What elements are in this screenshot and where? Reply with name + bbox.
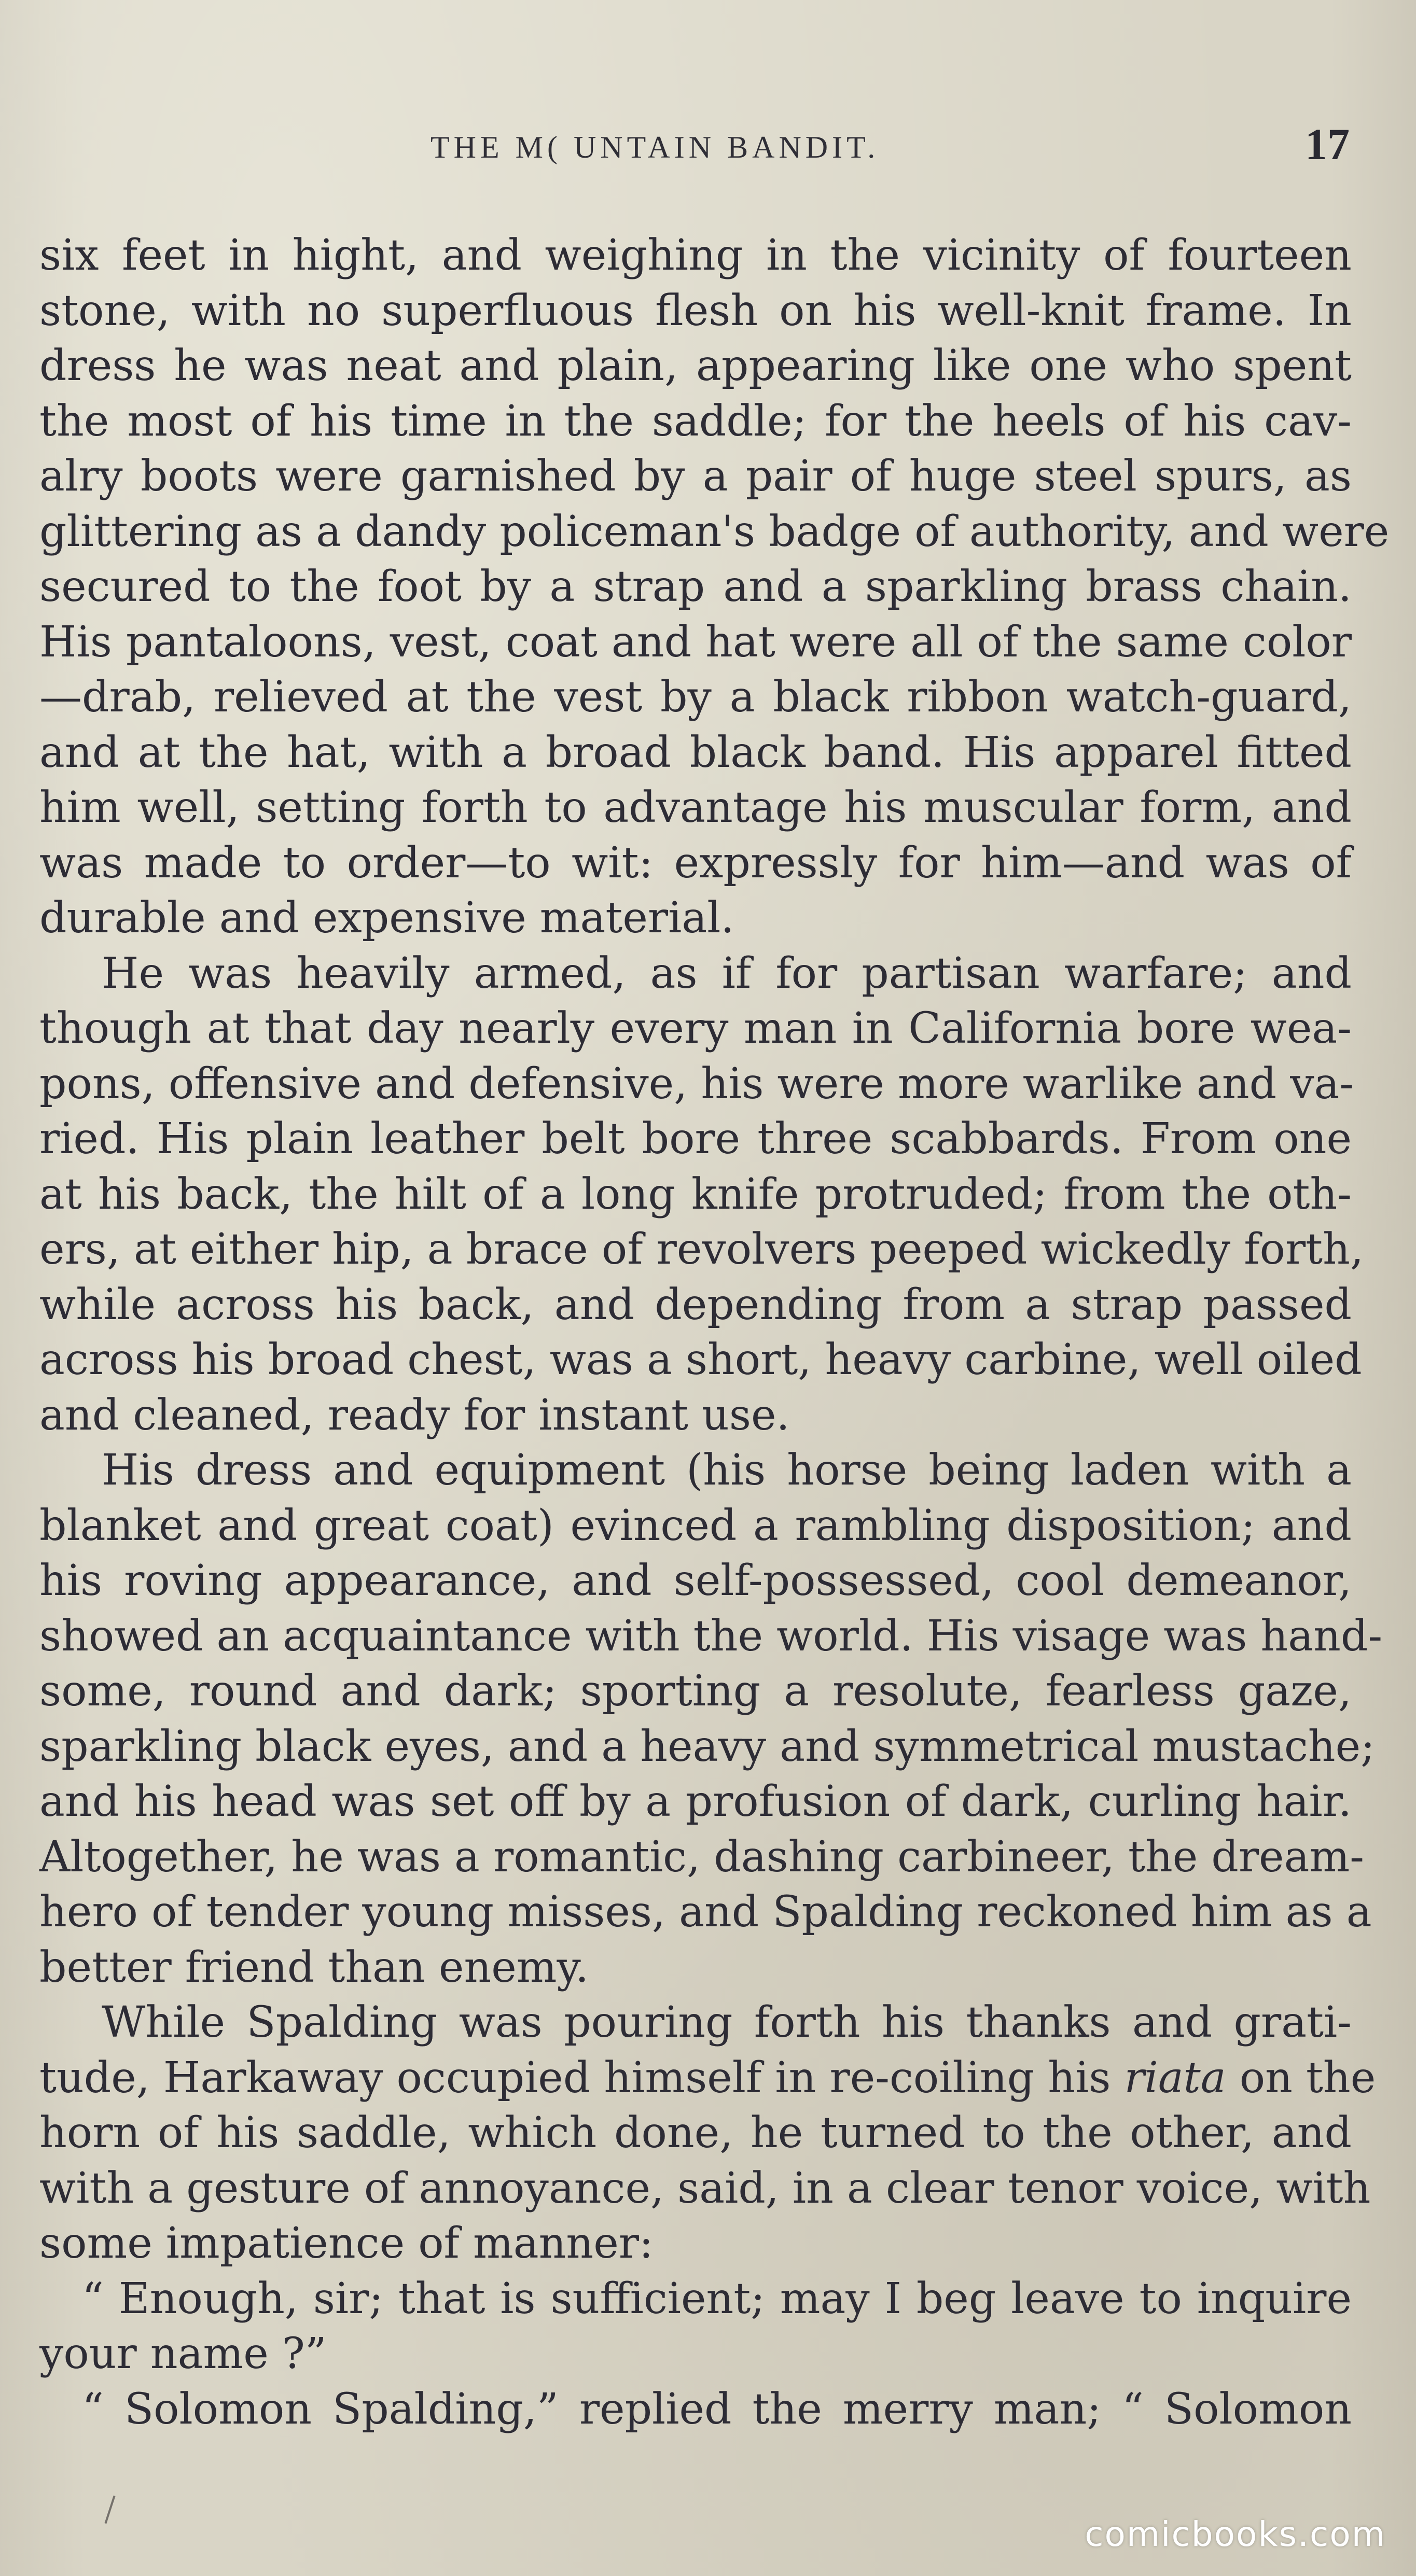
text-segment: tude, Harkaway occupied himself in re-coiling his — [39, 2053, 1125, 2103]
text-line: some impatience of manner: — [39, 2219, 654, 2268]
text-line: —drab, relieved at the vest by a black ribbon watch-guard, — [39, 673, 1352, 722]
text-line: Altogether, he was a romantic, dashing carbineer, the dream- — [39, 1832, 1364, 1882]
text-line: “ Solomon Spalding,” replied the merry man; “ Solomon — [82, 2384, 1352, 2434]
page-number: 17 — [1305, 119, 1350, 169]
text-line: alry boots were garnished by a pair of huge steel spurs, as — [39, 452, 1352, 501]
text-line: blanket and great coat) evinced a rambling disposition; and — [39, 1501, 1352, 1550]
text-line: pons, offensive and defensive, his were more warlike and va- — [39, 1059, 1354, 1109]
text-line: better friend than enemy. — [39, 1942, 589, 1992]
text-line: glittering as a dandy policeman's badge of authority, and were — [39, 507, 1390, 556]
text-line: though at that day nearly every man in California bore wea- — [39, 1004, 1352, 1053]
text-line: secured to the foot by a strap and a sparkling brass chain. — [39, 562, 1352, 611]
text-line: and his head was set off by a profusion of dark, curling hair. — [39, 1777, 1352, 1826]
text-line: ried. His plain leather belt bore three scabbards. From one — [39, 1114, 1352, 1164]
text-line: hero of tender young misses, and Spalding reckoned him as a — [39, 1887, 1372, 1937]
text-line: the most of his time in the saddle; for the heels of his cav- — [39, 396, 1352, 446]
text-line: with a gesture of annoyance, said, in a clear tenor voice, with — [39, 2163, 1371, 2213]
text-line: some, round and dark; sporting a resolute, fearless gaze, — [39, 1667, 1352, 1716]
text-line: He was heavily armed, as if for partisan warfare; and — [102, 948, 1352, 998]
text-line: and at the hat, with a broad black band. His apparel fitted — [39, 727, 1352, 777]
text-line: sparkling black eyes, and a heavy and symmetrical mustache; — [39, 1721, 1375, 1771]
italic-word: riata — [1124, 2053, 1226, 2103]
text-segment: on the — [1226, 2053, 1376, 2103]
text-line: while across his back, and depending from a strap passed — [39, 1280, 1352, 1329]
text-line: horn of his saddle, which done, he turned to the other, and — [39, 2108, 1352, 2158]
text-line: was made to order—to wit: expressly for him—and was of — [39, 838, 1352, 888]
text-line: “ Enough, sir; that is sufficient; may I beg leave to inquire — [82, 2274, 1352, 2323]
text-line: His pantaloons, vest, coat and hat were all of the same color — [39, 617, 1352, 667]
text-line: at his back, the hilt of a long knife protruded; from the oth- — [39, 1169, 1352, 1219]
text-line: and cleaned, ready for instant use. — [39, 1390, 790, 1440]
text-line: dress he was neat and plain, appearing like one who spent — [39, 341, 1352, 390]
text-line: durable and expensive material. — [39, 893, 734, 943]
text-line: him well, setting forth to advantage his muscular form, and — [39, 783, 1352, 832]
text-line: stone, with no superfluous flesh on his well-knit frame. In — [39, 286, 1352, 335]
running-title: THE M( UNTAIN BANDIT. — [431, 130, 880, 164]
text-line: his roving appearance, and self-possessed, cool demeanor, — [39, 1556, 1352, 1605]
ink-mark — [104, 2496, 115, 2524]
body-text — [39, 228, 1390, 2437]
text-line-riata — [39, 2051, 1376, 2106]
text-line: ers, at either hip, a brace of revolvers peeped wickedly forth, — [39, 1225, 1364, 1274]
text-line: six feet in hight, and weighing in the vicinity of fourteen — [39, 231, 1352, 280]
text-line: across his broad chest, was a short, heavy carbine, well oiled — [39, 1335, 1362, 1384]
text-line: showed an acquaintance with the world. His visage was hand- — [39, 1611, 1383, 1661]
text-line: While Spalding was pouring forth his thanks and grati- — [102, 1998, 1352, 2047]
text-line: His dress and equipment (his horse being laden with a — [102, 1446, 1352, 1495]
site-watermark: comicbooks.com — [1085, 2514, 1386, 2554]
text-line: your name ?” — [39, 2329, 327, 2378]
